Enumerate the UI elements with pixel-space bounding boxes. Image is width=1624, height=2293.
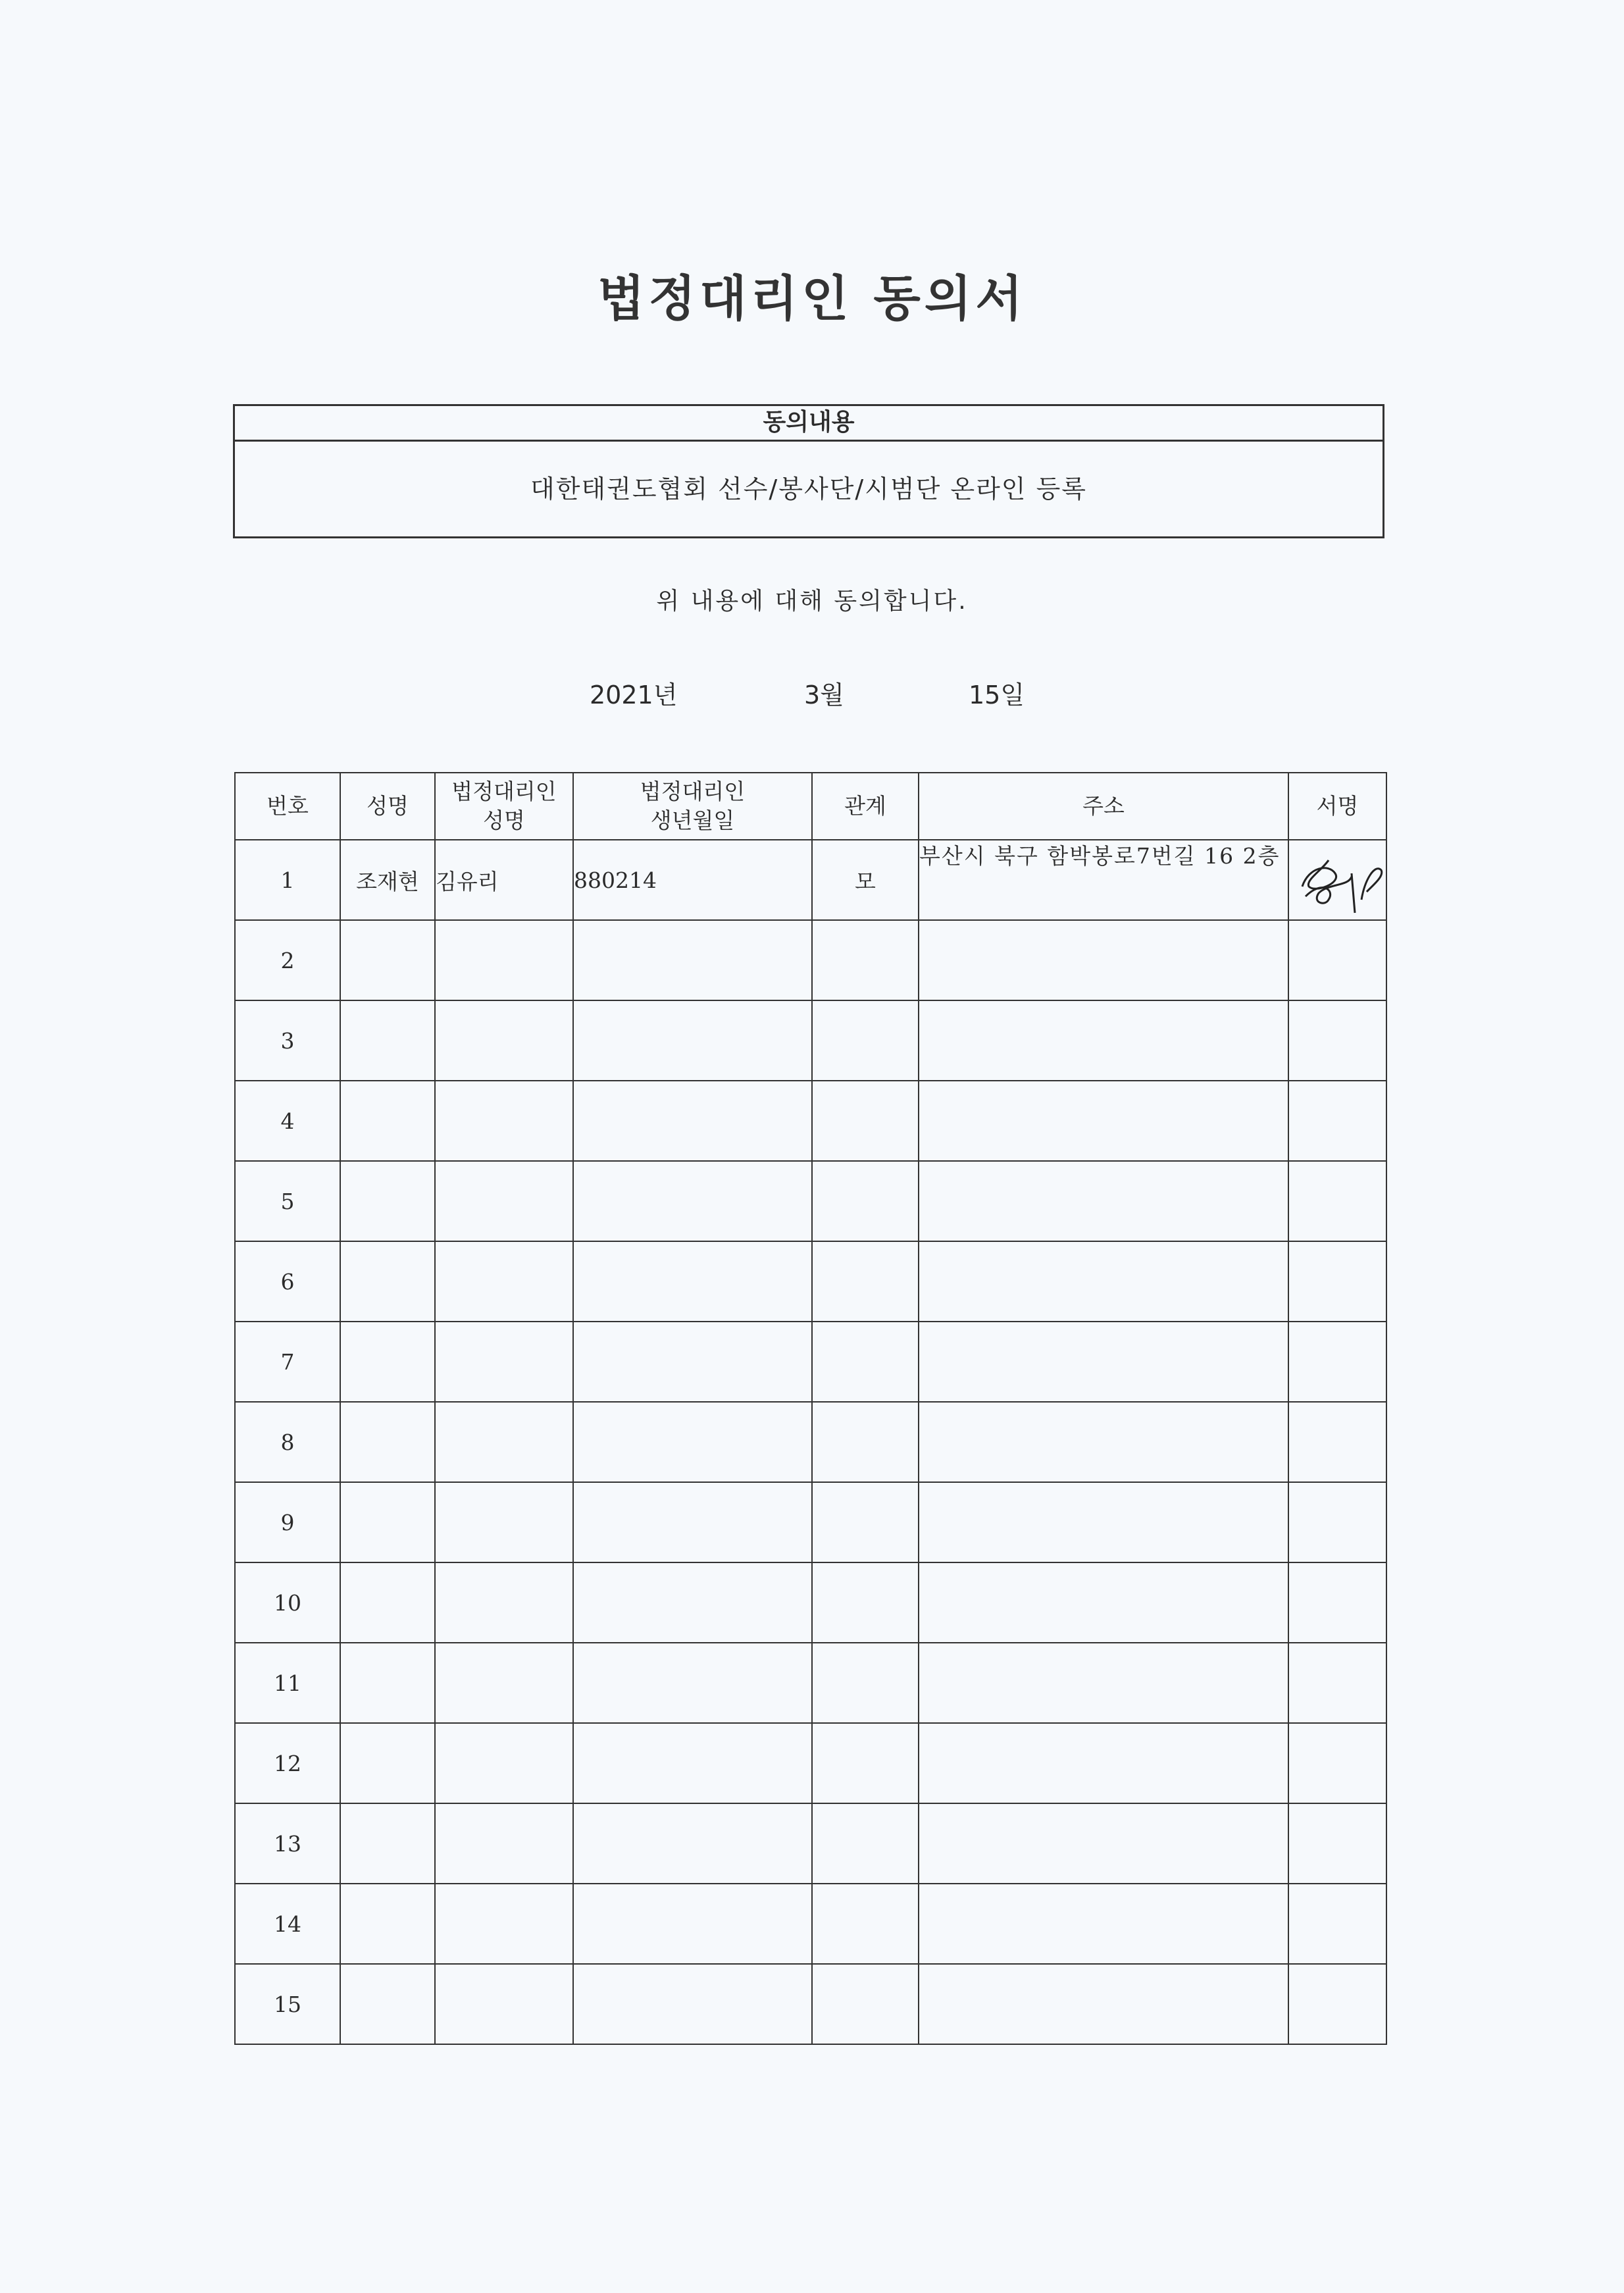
- row-guardian-name: [435, 1322, 573, 1402]
- header-guardian-birth: 법정대리인 생년월일: [573, 773, 812, 840]
- row-no: 12: [235, 1723, 340, 1803]
- row-guardian-name: [435, 1081, 573, 1161]
- row-guardian-name: [435, 1241, 573, 1322]
- row-relation: [812, 1322, 919, 1402]
- table-row: [235, 920, 1386, 1000]
- row-guardian-name: [435, 1161, 573, 1241]
- row-relation: [812, 1884, 919, 1964]
- guardian-table: [234, 772, 1387, 2045]
- row-no: 3: [235, 1000, 340, 1081]
- row-guardian-birth: [573, 1081, 812, 1161]
- row-no: 1: [235, 840, 340, 920]
- row-signature: [1288, 1803, 1386, 1884]
- row-relation: [812, 1482, 919, 1562]
- row-address: [919, 1081, 1288, 1161]
- consent-box: [233, 404, 1384, 538]
- document-title: 법정대리인 동의서: [597, 271, 1027, 327]
- row-name: [340, 1964, 435, 2044]
- row-address: [919, 1241, 1288, 1322]
- table-header-row: [235, 773, 1386, 840]
- row-guardian-name: [435, 1964, 573, 2044]
- table-row: [235, 1562, 1386, 1643]
- row-signature: [1288, 1964, 1386, 2044]
- row-guardian-birth: [573, 1161, 812, 1241]
- row-no: 15: [235, 1964, 340, 2044]
- row-name: [340, 1803, 435, 1884]
- row-address: [919, 920, 1288, 1000]
- consent-header: 동의내용: [235, 406, 1383, 442]
- row-guardian-birth: [573, 1803, 812, 1884]
- row-guardian-name: [435, 1643, 573, 1723]
- row-signature: [1288, 920, 1386, 1000]
- row-guardian-name: [435, 1000, 573, 1081]
- table-row: [235, 1482, 1386, 1562]
- row-address: [919, 1161, 1288, 1241]
- header-no: 번호: [235, 773, 340, 840]
- row-name: [340, 920, 435, 1000]
- row-address: [919, 1562, 1288, 1643]
- row-signature: [1288, 1241, 1386, 1322]
- row-name: [340, 1081, 435, 1161]
- row-guardian-name: [435, 1562, 573, 1643]
- row-signature: [1288, 840, 1386, 920]
- row-no: 11: [235, 1643, 340, 1723]
- row-guardian-name: [435, 1803, 573, 1884]
- row-no: 5: [235, 1161, 340, 1241]
- row-no: 6: [235, 1241, 340, 1322]
- table-row: [235, 1964, 1386, 2044]
- row-name: [340, 1000, 435, 1081]
- table-row: [235, 1884, 1386, 1964]
- row-address: [919, 1723, 1288, 1803]
- row-signature: [1288, 1643, 1386, 1723]
- row-address: [919, 1884, 1288, 1964]
- row-name: [340, 1562, 435, 1643]
- row-no: 14: [235, 1884, 340, 1964]
- table-row: [235, 1643, 1386, 1723]
- row-signature: [1288, 1322, 1386, 1402]
- header-relation: 관계: [812, 773, 919, 840]
- row-guardian-birth: 880214: [573, 840, 812, 920]
- table-row: [235, 1241, 1386, 1322]
- row-guardian-name: [435, 920, 573, 1000]
- row-signature: [1288, 1081, 1386, 1161]
- row-signature: [1288, 1000, 1386, 1081]
- row-guardian-birth: [573, 1322, 812, 1402]
- header-name: 성명: [340, 773, 435, 840]
- row-guardian-birth: [573, 1723, 812, 1803]
- row-no: 4: [235, 1081, 340, 1161]
- table-row: [235, 1161, 1386, 1241]
- row-relation: [812, 920, 919, 1000]
- row-guardian-birth: [573, 1562, 812, 1643]
- row-address: [919, 1964, 1288, 2044]
- row-name: [340, 1322, 435, 1402]
- row-guardian-name: [435, 1884, 573, 1964]
- row-guardian-birth: [573, 1482, 812, 1562]
- date-year: 2021년: [590, 681, 678, 709]
- date-day: 15일: [969, 681, 1025, 709]
- row-relation: [812, 1000, 919, 1081]
- row-name: [340, 1482, 435, 1562]
- header-address: 주소: [919, 773, 1288, 840]
- row-address: [919, 1402, 1288, 1482]
- row-address: [919, 1803, 1288, 1884]
- table-row: [235, 1803, 1386, 1884]
- row-no: 10: [235, 1562, 340, 1643]
- row-guardian-birth: [573, 1884, 812, 1964]
- row-relation: [812, 1081, 919, 1161]
- consent-body: 대한태권도협회 선수/봉사단/시범단 온라인 등록: [530, 475, 1087, 503]
- header-guardian-name: 법정대리인 성명: [435, 773, 573, 840]
- row-signature: [1288, 1884, 1386, 1964]
- row-signature: [1288, 1161, 1386, 1241]
- row-address: 부산시 북구 함박봉로7번길 16 2층: [919, 840, 1288, 920]
- row-no: 7: [235, 1322, 340, 1402]
- row-relation: [812, 1643, 919, 1723]
- row-address: [919, 1322, 1288, 1402]
- row-name: [340, 1723, 435, 1803]
- row-guardian-name: [435, 1482, 573, 1562]
- row-name: [340, 1402, 435, 1482]
- row-name: [340, 1643, 435, 1723]
- row-guardian-birth: [573, 920, 812, 1000]
- row-relation: [812, 1161, 919, 1241]
- row-address: [919, 1482, 1288, 1562]
- handwritten-signature: [1289, 840, 1388, 919]
- row-no: 13: [235, 1803, 340, 1884]
- row-signature: [1288, 1723, 1386, 1803]
- row-name: [340, 1161, 435, 1241]
- row-relation: [812, 1402, 919, 1482]
- row-relation: [812, 1723, 919, 1803]
- row-guardian-birth: [573, 1000, 812, 1081]
- row-address: [919, 1000, 1288, 1081]
- row-guardian-name: 김유리: [435, 840, 573, 920]
- row-signature: [1288, 1482, 1386, 1562]
- row-relation: [812, 1241, 919, 1322]
- row-relation: [812, 1562, 919, 1643]
- row-guardian-birth: [573, 1402, 812, 1482]
- row-relation: [812, 1803, 919, 1884]
- header-signature: 서명: [1288, 773, 1386, 840]
- row-no: 2: [235, 920, 340, 1000]
- date-month: 3월: [804, 681, 844, 709]
- table-row: [235, 1322, 1386, 1402]
- row-no: 9: [235, 1482, 340, 1562]
- row-relation: [812, 1964, 919, 2044]
- row-no: 8: [235, 1402, 340, 1482]
- table-row: [235, 1000, 1386, 1081]
- row-guardian-name: [435, 1402, 573, 1482]
- row-address: [919, 1643, 1288, 1723]
- row-guardian-name: [435, 1723, 573, 1803]
- table-row: [235, 1723, 1386, 1803]
- table-row: [235, 840, 1386, 920]
- table-row: [235, 1081, 1386, 1161]
- row-signature: [1288, 1402, 1386, 1482]
- row-name: 조재현: [340, 840, 435, 920]
- row-name: [340, 1884, 435, 1964]
- row-guardian-birth: [573, 1964, 812, 2044]
- row-guardian-birth: [573, 1643, 812, 1723]
- row-guardian-birth: [573, 1241, 812, 1322]
- row-signature: [1288, 1562, 1386, 1643]
- table-row: [235, 1402, 1386, 1482]
- row-name: [340, 1241, 435, 1322]
- agree-statement: 위 내용에 대해 동의합니다.: [656, 588, 968, 615]
- row-relation: 모: [812, 840, 919, 920]
